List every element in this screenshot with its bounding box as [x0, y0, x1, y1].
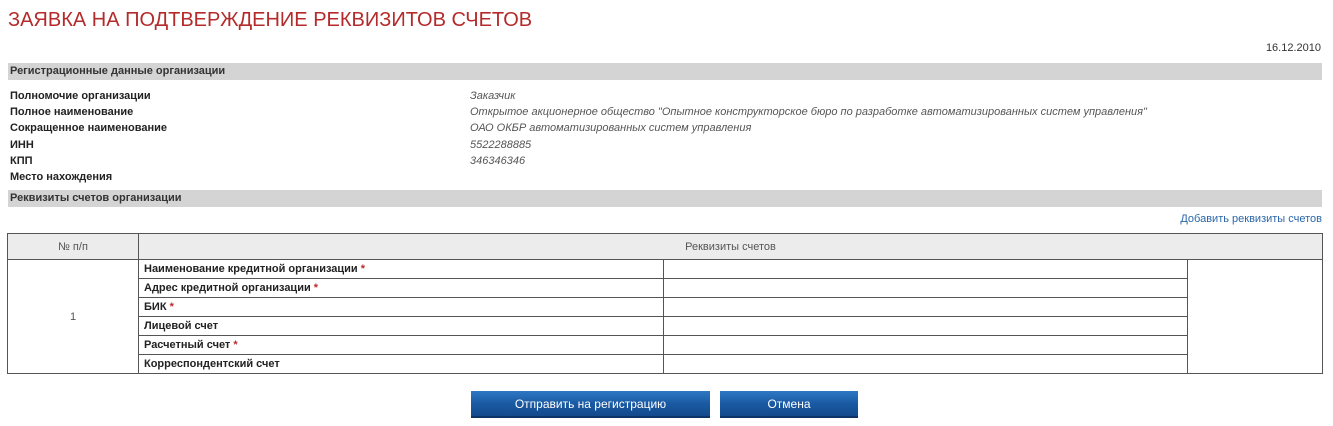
- settlement-account-field[interactable]: [664, 336, 1188, 355]
- accounts-table: [7, 233, 1323, 374]
- field-row-correspondent-account: [139, 355, 1188, 374]
- page-title: ЗАЯВКА НА ПОДТВЕРЖДЕНИЕ РЕКВИЗИТОВ СЧЕТОВ: [8, 9, 533, 31]
- registration-details: [10, 88, 1310, 185]
- reg-value: Заказчик: [470, 90, 516, 102]
- reg-row-authority: [10, 88, 1310, 104]
- required-marker: *: [169, 301, 174, 313]
- field-label-text: Адрес кредитной организации: [144, 282, 311, 294]
- reg-value: 5522288885: [470, 138, 532, 151]
- submit-registration-button[interactable]: Отправить на регистрацию: [471, 391, 710, 418]
- required-marker: *: [313, 282, 319, 294]
- reg-label: Место нахождения: [10, 170, 113, 183]
- reg-label: Полномочие организации: [10, 90, 151, 102]
- reg-label: Полное наименование: [10, 106, 134, 119]
- section-header-registration: Регистрационные данные организации: [8, 63, 1322, 80]
- field-row-bank-address: [139, 279, 1188, 298]
- reg-row-short-name: [10, 120, 1310, 136]
- required-marker: *: [233, 339, 238, 351]
- reg-row-full-name: [10, 104, 1310, 120]
- bik-field[interactable]: [664, 298, 1188, 317]
- field-label-text: Лицевой счет: [144, 320, 219, 332]
- field-row-settlement-account: [139, 336, 1188, 355]
- field-row-bank-name: [139, 260, 1188, 279]
- field-row-personal-account: [139, 317, 1188, 336]
- field-label: [139, 355, 664, 374]
- column-header-number: № п/п: [8, 234, 139, 260]
- reg-label: Сокращенное наименование: [10, 122, 167, 135]
- field-label: [139, 317, 664, 336]
- reg-label: КПП: [10, 154, 33, 167]
- account-fields: [139, 260, 1188, 373]
- reg-row-kpp: [10, 153, 1310, 169]
- cancel-button[interactable]: Отмена: [720, 391, 858, 418]
- field-label-text: Наименование кредитной организации: [144, 263, 358, 275]
- field-label-text: Корреспондентский счет: [144, 358, 280, 370]
- field-row-bik: [139, 298, 1188, 317]
- column-header-details: Реквизиты счетов: [139, 234, 1323, 260]
- table-row: [8, 260, 1323, 374]
- reg-row-location: [10, 169, 1310, 185]
- field-label: [139, 279, 664, 298]
- section-header-accounts: Реквизиты счетов организации: [8, 190, 1322, 207]
- reg-value: 346346346: [470, 154, 526, 167]
- reg-label: ИНН: [10, 138, 34, 151]
- field-label: [139, 336, 664, 355]
- reg-row-inn: [10, 137, 1310, 153]
- field-label: [139, 298, 664, 317]
- bank-address-field[interactable]: [664, 279, 1188, 298]
- add-account-details-link[interactable]: Добавить реквизиты счетов: [1180, 213, 1322, 225]
- personal-account-field[interactable]: [664, 317, 1188, 336]
- field-label: [139, 260, 664, 279]
- required-marker: *: [360, 263, 366, 275]
- row-number: 1: [8, 260, 139, 374]
- field-label-text: Расчетный счет: [144, 339, 231, 351]
- reg-value: Открытое акционерное общество "Опытное конструкторское бюро по разработке автоматизированных систем управления": [470, 106, 1147, 119]
- document-date: 16.12.2010: [1265, 42, 1321, 54]
- reg-value: ОАО ОКБР автоматизированных систем управления: [470, 122, 752, 135]
- bank-name-field[interactable]: [664, 260, 1188, 279]
- account-fields-cell: [139, 260, 1323, 374]
- field-label-text: БИК: [144, 301, 167, 313]
- correspondent-account-field[interactable]: [664, 355, 1188, 374]
